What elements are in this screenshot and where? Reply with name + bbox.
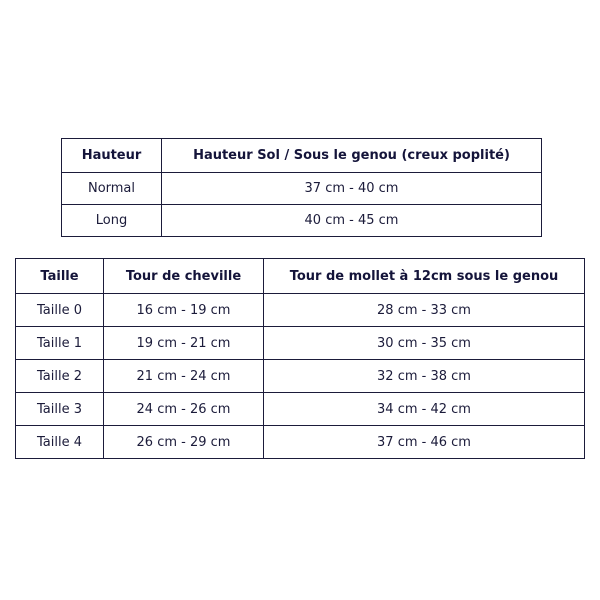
- cell-ankle-range: 16 cm - 19 cm: [104, 294, 264, 327]
- cell-calf-range: 28 cm - 33 cm: [264, 294, 585, 327]
- cell-ankle-range: 24 cm - 26 cm: [104, 393, 264, 426]
- cell-size-label: Taille 1: [16, 327, 104, 360]
- cell-height-range: 37 cm - 40 cm: [162, 173, 542, 205]
- table-header-row: [62, 139, 542, 173]
- cell-calf-range: 32 cm - 38 cm: [264, 360, 585, 393]
- cell-calf-range: 37 cm - 46 cm: [264, 426, 585, 459]
- table-row: [62, 205, 542, 237]
- column-header-taille: Taille: [16, 259, 104, 294]
- cell-size-label: Taille 3: [16, 393, 104, 426]
- size-table: [15, 258, 585, 459]
- cell-size-label: Taille 2: [16, 360, 104, 393]
- cell-ankle-range: 21 cm - 24 cm: [104, 360, 264, 393]
- cell-height-range: 40 cm - 45 cm: [162, 205, 542, 237]
- column-header-tour-de-mollet: Tour de mollet à 12cm sous le genou: [264, 259, 585, 294]
- cell-size-label: Taille 0: [16, 294, 104, 327]
- table-row: [16, 360, 585, 393]
- cell-calf-range: 30 cm - 35 cm: [264, 327, 585, 360]
- table-row: [16, 327, 585, 360]
- cell-size-label: Taille 4: [16, 426, 104, 459]
- table-row: [16, 393, 585, 426]
- cell-ankle-range: 19 cm - 21 cm: [104, 327, 264, 360]
- height-table: [61, 138, 542, 237]
- column-header-hauteur: Hauteur: [62, 139, 162, 173]
- cell-height-label: Normal: [62, 173, 162, 205]
- cell-ankle-range: 26 cm - 29 cm: [104, 426, 264, 459]
- table-row: [16, 426, 585, 459]
- table-header-row: [16, 259, 585, 294]
- cell-height-label: Long: [62, 205, 162, 237]
- cell-calf-range: 34 cm - 42 cm: [264, 393, 585, 426]
- column-header-tour-de-cheville: Tour de cheville: [104, 259, 264, 294]
- column-header-hauteur-sol: Hauteur Sol / Sous le genou (creux poplité): [162, 139, 542, 173]
- table-row: [16, 294, 585, 327]
- table-row: [62, 173, 542, 205]
